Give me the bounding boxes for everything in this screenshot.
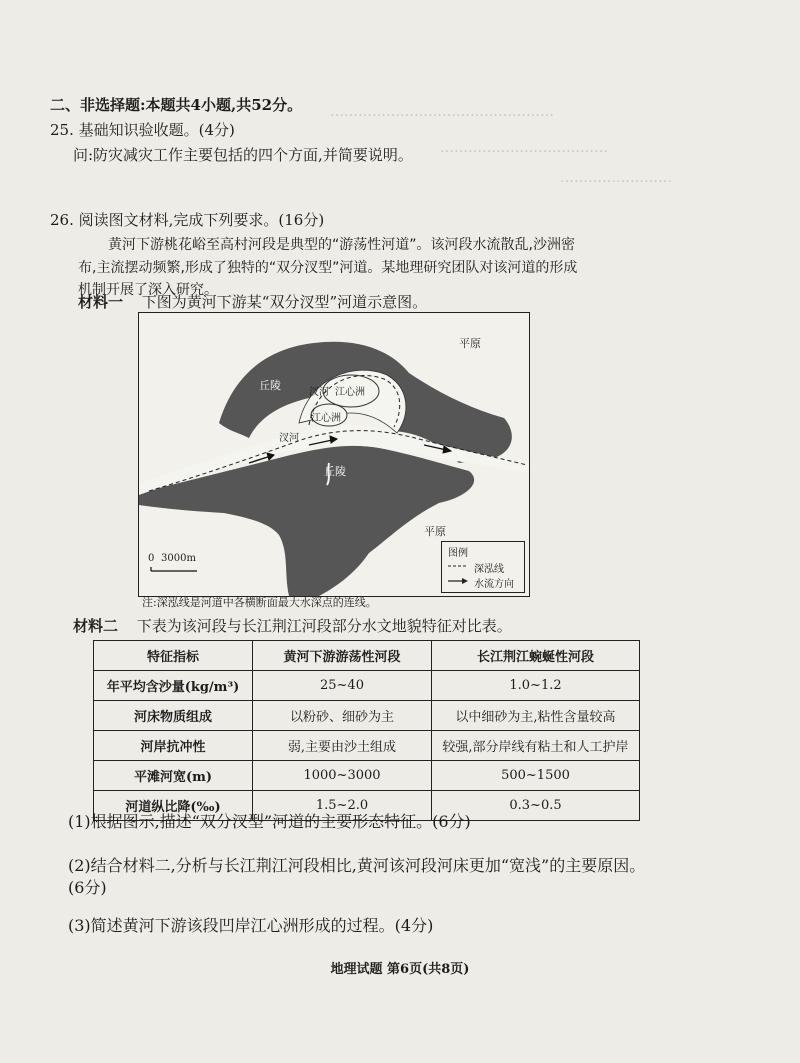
table-cell: 河床物质组成 xyxy=(94,701,253,731)
label-island-left: 江心洲 xyxy=(311,413,341,424)
material1-heading xyxy=(78,292,427,312)
table-cell: 25~40 xyxy=(253,671,432,701)
label-plain-bottom: 平原 xyxy=(424,525,446,538)
q26-intro-line-1: 黄河下游桃花峪至高村河段是典型的“游荡性河道”。该河段水流散乱,沙洲密 xyxy=(108,237,575,253)
table-cell: 1.5~2.0 xyxy=(253,791,432,821)
table-cell: 1000~3000 xyxy=(253,761,432,791)
label-hill-bottom: 丘陵 xyxy=(324,465,346,478)
table-row xyxy=(94,701,640,731)
map-legend xyxy=(441,541,525,593)
table-header-cell: 黄河下游游荡性河段 xyxy=(253,641,432,671)
legend-flow: 水流方向 xyxy=(474,579,514,590)
table-cell: 1.0~1.2 xyxy=(432,671,640,701)
table-cell: 年平均含沙量(kg/m³) xyxy=(94,671,253,701)
subquestion-1: (1)根据图示,描述“双分汊型”河道的主要形态特征。(6分) xyxy=(68,812,471,831)
material2-heading xyxy=(73,616,512,636)
table-cell: 0.3~0.5 xyxy=(432,791,640,821)
table-header-row xyxy=(94,641,640,671)
subquestion-2: (2)结合材料二,分析与长江荆江河段相比,黄河该河段河床更加“宽浅”的主要原因。 xyxy=(68,856,646,875)
label-branch-bottom: 汊河 xyxy=(279,433,299,444)
table-cell: 以粉砂、细砂为主 xyxy=(253,701,432,731)
table-header-cell: 特征指标 xyxy=(94,641,253,671)
q26-title: 26. 阅读图文材料,完成下列要求。(16分) xyxy=(50,211,325,229)
q26-intro-line-3: 机制开展了深入研究。 xyxy=(78,282,218,298)
map-note: 注:深泓线是河道中各横断面最大水深点的连线。 xyxy=(142,596,377,609)
table-cell: 以中细砂为主,粘性含量较高 xyxy=(432,701,640,731)
table-row xyxy=(94,671,640,701)
label-hill-left: 丘陵 xyxy=(259,379,281,392)
q26-intro-line-2: 布,主流摆动频繁,形成了独特的“双分汊型”河道。某地理研究团队对该河道的形成 xyxy=(78,260,578,276)
subquestion-2-points: (6分) xyxy=(68,878,107,897)
bleed-through-text: ……………………………… xyxy=(440,140,608,156)
table-header-cell: 长江荆江蜿蜒性河段 xyxy=(432,641,640,671)
q25-title: 25. 基础知识验收题。(4分) xyxy=(50,121,235,139)
section-title: 二、非选择题:本题共4小题,共52分。 xyxy=(50,96,303,114)
scale-label: 3000m xyxy=(161,553,196,564)
table-cell: 平滩河宽(m) xyxy=(94,761,253,791)
material1-text: 下图为黄河下游某“双分汊型”河道示意图。 xyxy=(141,293,428,311)
table-cell: 河道纵比降(‰) xyxy=(94,791,253,821)
table-row xyxy=(94,731,640,761)
q25-question: 问:防灾减灾工作主要包括的四个方面,并简要说明。 xyxy=(73,146,413,164)
hydro-comparison-table xyxy=(93,640,640,821)
material2-text: 下表为该河段与长江荆江河段部分水文地貌特征对比表。 xyxy=(136,617,512,635)
label-plain-top: 平原 xyxy=(459,337,481,350)
material2-label: 材料二 xyxy=(73,617,119,635)
label-branch-top: 汊河 xyxy=(309,387,329,398)
bleed-through-text: ………………………………………… xyxy=(330,104,554,120)
table-cell: 较强,部分岸线有粘土和人工护岸 xyxy=(432,731,640,761)
table-row xyxy=(94,761,640,791)
legend-title: 图例 xyxy=(448,548,468,559)
table-cell: 弱,主要由沙土组成 xyxy=(253,731,432,761)
label-island-top: 江心洲 xyxy=(335,387,365,398)
material1-label: 材料一 xyxy=(78,293,124,311)
river-map xyxy=(138,312,530,597)
table-cell: 河岸抗冲性 xyxy=(94,731,253,761)
page-footer: 地理试题 第6页(共8页) xyxy=(330,962,470,977)
table-cell: 500~1500 xyxy=(432,761,640,791)
scale-zero: 0 xyxy=(148,553,155,564)
subquestion-3: (3)简述黄河下游该段凹岸江心洲形成的过程。(4分) xyxy=(68,916,434,935)
bleed-through-text: …………………… xyxy=(560,170,672,186)
legend-thalweg: 深泓线 xyxy=(474,564,504,575)
